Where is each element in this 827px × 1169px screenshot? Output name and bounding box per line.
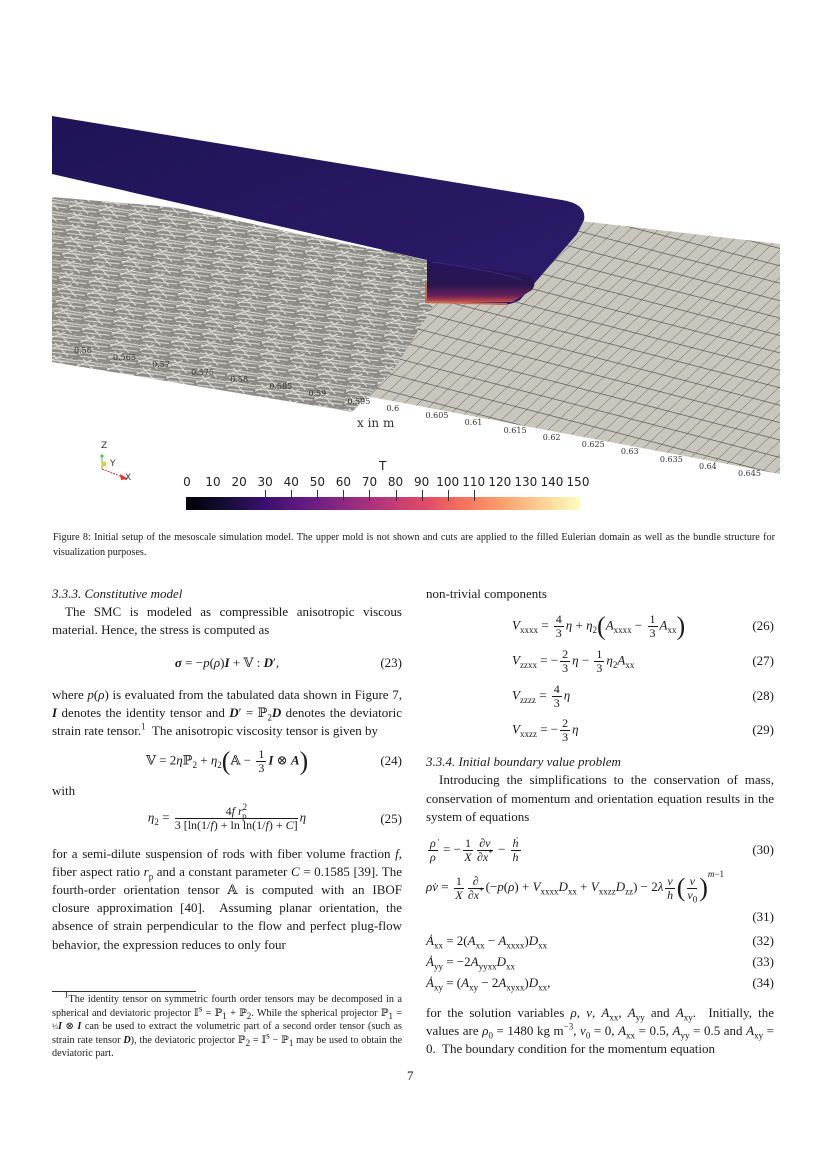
with-text: with — [52, 783, 76, 799]
equation-25: $\eta_2$ = $\frac{4f r^2_p}{\text{3 [ln(1/f) + ln ln(1/f) + C]}}$ η (25) — [147, 802, 402, 833]
colorbar-tick-label: 70 — [361, 475, 378, 489]
equation-number: (34) — [752, 975, 774, 991]
equation-number: (28) — [752, 688, 774, 704]
x-tick-label: 0.625 — [581, 440, 605, 450]
colorbar-tick-mark — [317, 490, 318, 501]
equation-number: (24) — [380, 753, 402, 769]
colorbar-tick-label: 0 — [183, 475, 191, 489]
colorbar-tick-label: 120 — [488, 475, 512, 489]
equation-24: 𝕍 = 2ηℙ$_2$ + $\eta_2(𝔸$ − $\frac{1}{3}$ I ⊗ A) (24) — [145, 746, 402, 776]
colorbar — [186, 497, 580, 510]
footnote-rule — [52, 991, 196, 992]
equation-29: $V_{xxzz}$ = − $\frac{2}{3}$ η (29) — [512, 715, 774, 744]
x-tick-label: 0.635 — [659, 454, 683, 464]
paragraph: where p(ρ) is evaluated from the tabulated data shown in Figure 7, I denotes the identity tensor and D′ = ℙ$_2$D denotes the deviatoric strain rate tensor.$^1$ The anisotropic viscosity tensor is given by — [52, 686, 402, 739]
colorbar-tick-mark — [448, 490, 449, 501]
equation-26: $V_{xxxx}$ = $\frac{4}{3}$ $\eta + \eta_2(A_{xxxx}$ − $\frac{1}{3}$ $A_{xx}$) (26) — [512, 611, 774, 641]
section-heading-3-3-3: 3.3.3. Constitutive model — [52, 586, 183, 601]
caption-text: Initial setup of the mesoscale simulation model. The upper mold is not shown and cuts are applied to the filled Eulerian domain as well as the bundle structure for visualization purposes. — [53, 532, 776, 558]
paragraph: non-trivial components — [426, 586, 547, 601]
x-tick-label: 0.565 — [113, 353, 136, 363]
colorbar-tick-mark — [369, 490, 370, 501]
equation-block-30-34 — [426, 832, 774, 994]
colorbar-tick-label: 130 — [514, 475, 538, 489]
equation-number: (26) — [752, 618, 774, 634]
x-tick-label: 0.62 — [542, 432, 561, 442]
page-number: 7 — [407, 1068, 414, 1083]
x-tick-label: 0.645 — [738, 469, 761, 478]
colorbar-tick-mark — [396, 490, 397, 501]
colorbar-tick-label: 60 — [335, 475, 352, 489]
x-tick-label: 0.56 — [74, 346, 92, 355]
colorbar-tick-mark — [343, 490, 344, 501]
x-axis-label: x in m — [357, 416, 395, 430]
x-tick-label: 0.63 — [620, 447, 639, 457]
equation-31: ρv̇ = $\frac{1}{X}$ $\frac{\partial}{\partial x^*}$ $(-p(\rho) + V_{xxxx}D_{xx} + V_{xxzz}D_{zz}) - 2\lambda$ $\frac{v}{h}$ ( $\frac{v}{v_0}$ )$^{m-1}$ — [426, 869, 724, 905]
section-heading-3-3-4: 3.3.4. Initial boundary value problem — [426, 754, 621, 770]
footnote-1: $^1$The identity tensor on symmetric fourth order tensors may be decomposed in a spherical and deviatoric projector 𝕀$^s$ = ℙ$_1$ + ℙ$_2$. While the spherical projector ℙ$_1$ = ⅓I ⊗ I can be used to extract the volumetric part of a second order tensor (such as strain rate tensor D), the deviatoric projector ℙ$_2$ = 𝕀$^s$ − ℙ$_1$ may be used to obtain the deviatoric part. — [52, 989, 403, 1060]
figure-number: Figure 8: — [53, 532, 91, 543]
colorbar-title: T — [379, 459, 387, 473]
colorbar-tick-label: 80 — [387, 475, 404, 489]
equation-33: $Ȧ_{yy} = -2A_{yyxx}D_{xx}$ (33) — [426, 954, 774, 972]
equation-number: (27) — [752, 653, 774, 669]
colorbar-tick-mark — [474, 490, 475, 501]
colorbar-tick-label: 100 — [436, 475, 460, 489]
x-tick-label: 0.605 — [425, 411, 449, 421]
colorbar-tick-label: 30 — [257, 475, 273, 489]
x-tick-label: 0.585 — [269, 382, 293, 392]
colorbar-tick-label: 20 — [231, 475, 247, 489]
equation-block-26-29 — [426, 609, 774, 747]
equation-number: (23) — [380, 654, 402, 670]
x-tick-label: 0.64 — [698, 461, 717, 471]
equation-27: $V_{zzxx}$ = − $\frac{2}{3}$ η − $\frac{1}{3}$ $\eta_2A_{xx}$ (27) — [512, 646, 774, 675]
x-tick-label: 0.61 — [464, 418, 483, 428]
paragraph: for a semi-dilute suspension of rods with fiber volume fraction f, fiber aspect ratio $r_p$ and a constant parameter C = 0.1585 [39]. The fourth-order orientation tensor 𝔸 is computed with an IBOF closure approximation [40]. Assuming planar orientation, the absence of strain perpendicular to the flow and perfect plug-flow behavior, the expression reduces to only four — [52, 845, 402, 952]
equation-number: (31) — [752, 909, 774, 925]
colorbar-tick-mark — [265, 490, 266, 501]
colorbar-tick-label: 150 — [566, 475, 590, 489]
x-tick-label: 0.59 — [308, 389, 327, 399]
colorbar-tick-label: 140 — [540, 475, 564, 489]
x-tick-label: 0.575 — [191, 367, 215, 377]
axis-z-label: Z — [101, 441, 108, 451]
paragraph: Introducing the simplifications to the conservation of mass, conservation of momentum and orientation equation results in the system of equations — [426, 772, 774, 824]
equation-28: $V_{zzzz}$ = $\frac{4}{3}$ η (28) — [512, 681, 774, 710]
x-tick-label: 0.6 — [386, 403, 400, 413]
x-tick-label: 0.57 — [152, 360, 170, 370]
equation-number: (30) — [752, 841, 774, 857]
right-column — [426, 585, 774, 1059]
figure-caption — [53, 531, 775, 560]
equation-number: (32) — [752, 932, 774, 948]
equation-30: $\frac{\rhȯ}{\rho}$ = − $\frac{1}{X}$ $\frac{\partial v}{\partial x^*}$ − $\frac{\text{ḣ}}{h}$ (30) — [430, 835, 774, 864]
equation-number: (29) — [752, 722, 774, 738]
colorbar-tick-label: 40 — [283, 475, 299, 489]
colorbar-tick-mark — [291, 490, 292, 501]
colorbar-tick-label: 50 — [309, 475, 325, 489]
equation-34: $Ȧ_{xy} = (A_{xy} - 2A_{xyxx})D_{xx}$, (34) — [426, 975, 774, 993]
paragraph: The SMC is modeled as compressible anisotropic viscous material. Hence, the stress is computed as — [52, 604, 402, 638]
equation-number: (25) — [380, 810, 402, 826]
colorbar-tick-mark — [422, 490, 423, 501]
x-tick-label: 0.595 — [347, 396, 371, 406]
colorbar-tick-label: 10 — [205, 475, 221, 489]
equation-32: $Ȧ_{xx} = 2(A_{xx} - A_{xxxx})D_{xx}$ (32) — [426, 932, 774, 951]
colorbar-tick-label: 90 — [413, 475, 430, 489]
left-column — [52, 585, 402, 954]
equation-23: σ = −p(ρ)I + 𝕍 : D′, (23) — [52, 654, 402, 672]
x-tick-label: 0.58 — [230, 374, 249, 384]
axis-y-label: Y — [110, 459, 116, 469]
x-tick-label: 0.615 — [503, 425, 527, 435]
axis-x-label: X — [125, 473, 132, 483]
paragraph: for the solution variables ρ, v, $A_{xx}$, $A_{yy}$ and $A_{xy}$. Initially, the values are $\rho_0 = 1480$ kg $m^{-3}$, $v_0 = 0$, $A_{xx} = 0.5$, $A_{yy} = 0.5$ and $A_{xy} = 0$. The boundary condition for the momentum equation — [426, 1005, 774, 1057]
equation-number: (33) — [752, 954, 774, 970]
colorbar-tick-label: 110 — [462, 475, 486, 489]
